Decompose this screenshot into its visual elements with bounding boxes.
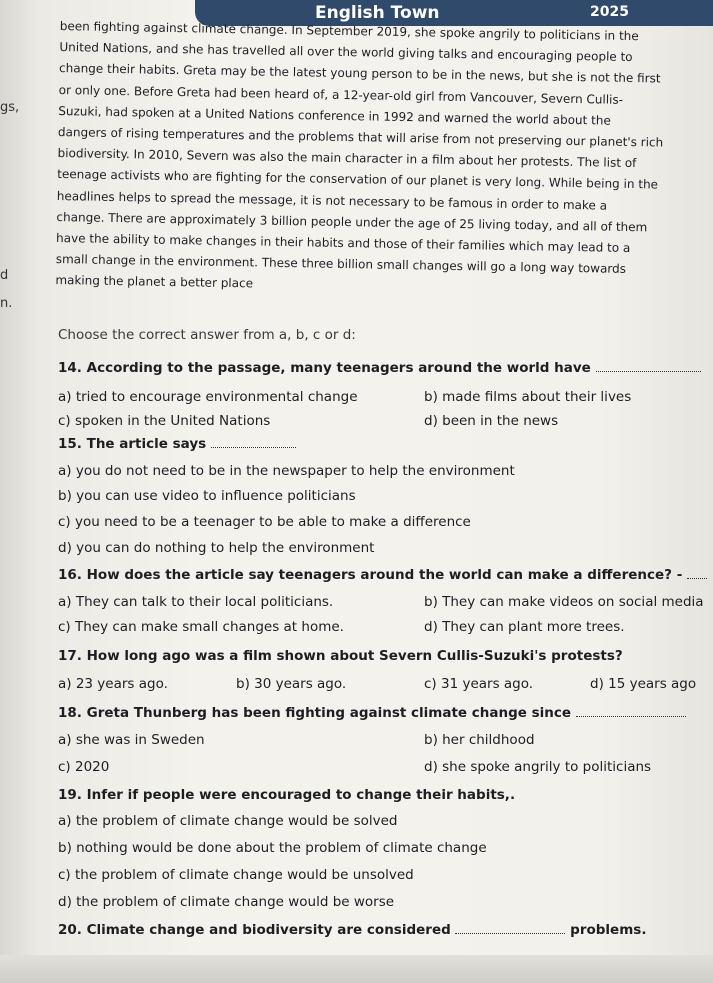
passage-line: making the planet a better place: [55, 273, 254, 291]
passage-line: biodiversity. In 2010, Severn was also the main character in a film about her protests. The list of: [57, 146, 637, 171]
question-text: 17. How long ago was a film shown about Severn Cullis-Suzuki's protests?: [58, 648, 623, 664]
passage-line: have the ability to make changes in their habits and those of their families which may lead to a: [56, 230, 631, 256]
passage-line: dangers of rising temperatures and the problems that will arise from not preserving our planet's rich: [57, 124, 664, 150]
option-c[interactable]: c) the problem of climate change would be unsolved: [58, 867, 414, 883]
option-b[interactable]: b) They can make videos on social media: [424, 594, 704, 610]
passage-line: headlines helps to spread the message, it is not necessary to be famous in order to make a: [56, 188, 608, 213]
option-a[interactable]: a) you do not need to be in the newspaper to help the environment: [58, 463, 515, 479]
option-a[interactable]: a) They can talk to their local politicians.: [58, 594, 334, 610]
option-b[interactable]: b) her childhood: [424, 732, 535, 748]
option-c[interactable]: c) 2020: [58, 759, 110, 775]
answer-blank[interactable]: [211, 437, 296, 448]
option-a[interactable]: a) 23 years ago.: [58, 676, 168, 692]
question-text: 19. Infer if people were encouraged to change their habits,.: [58, 787, 516, 803]
option-d[interactable]: d) 15 years ago: [590, 676, 697, 692]
answer-blank[interactable]: [576, 706, 686, 717]
answer-blank[interactable]: [455, 923, 565, 934]
option-b[interactable]: b) nothing would be done about the problem of climate change: [58, 840, 487, 856]
option-d[interactable]: d) you can do nothing to help the environment: [58, 540, 375, 556]
reading-passage: [55, 16, 690, 303]
question-20: [58, 922, 646, 938]
answer-blank[interactable]: [596, 361, 701, 372]
passage-line: been fighting against climate change. In September 2019, she spoke angrily to politicians in the: [59, 18, 639, 44]
passage-line: Suzuki, had spoken at a United Nations conference in 1992 and warned the world about the: [58, 103, 611, 128]
edge-fragment: gs,: [0, 100, 20, 115]
passage-line: change. There are approximately 3 billion people under the age of 25 living today, and all of them: [56, 209, 648, 235]
option-a[interactable]: a) tried to encourage environmental change: [58, 389, 358, 405]
question-text: 16. How does the article say teenagers around the world can make a difference? -: [58, 567, 683, 583]
option-c[interactable]: c) They can make small changes at home.: [58, 619, 344, 635]
passage-line: change their habits. Greta may be the latest young person to be in the news, but she is not the first: [58, 61, 661, 86]
question-text: 15. The article says: [58, 436, 207, 452]
question-19: [58, 787, 515, 803]
option-a[interactable]: a) she was in Sweden: [58, 732, 205, 748]
question-16: [58, 567, 707, 583]
question-17: [58, 648, 623, 664]
edge-fragment: n.: [0, 296, 13, 311]
option-d[interactable]: d) the problem of climate change would be worse: [58, 894, 395, 910]
header-year: 2025: [590, 4, 629, 20]
question-15: [58, 436, 296, 452]
passage-line: teenage activists who are fighting for the conservation of our planet is very long. While being in the: [57, 167, 659, 192]
option-c[interactable]: c) spoken in the United Nations: [58, 413, 271, 429]
question-14: [58, 360, 701, 376]
question-18: [58, 705, 686, 721]
option-d[interactable]: d) been in the news: [424, 413, 559, 429]
question-text: 20. Climate change and biodiversity are considered: [58, 922, 451, 938]
option-c[interactable]: c) you need to be a teenager to be able to make a difference: [58, 514, 471, 530]
option-b[interactable]: b) you can use video to influence politicians: [58, 488, 356, 504]
instructions: Choose the correct answer from a, b, c or d:: [58, 327, 356, 343]
passage-line: United Nations, and she has travelled all over the world giving talks and encouraging people to: [59, 40, 633, 65]
option-c[interactable]: c) 31 years ago.: [424, 676, 534, 692]
option-b[interactable]: b) made films about their lives: [424, 389, 632, 405]
header-title: English Town: [315, 3, 440, 23]
option-b[interactable]: b) 30 years ago.: [236, 676, 347, 692]
passage-line: or only one. Before Greta had been heard of, a 12-year-old girl from Vancouver, Severn Cullis-: [58, 82, 624, 107]
answer-blank[interactable]: [687, 568, 707, 579]
question-text: 18. Greta Thunberg has been fighting against climate change since: [58, 705, 572, 721]
option-d[interactable]: d) They can plant more trees.: [424, 619, 625, 635]
question-text: 14. According to the passage, many teenagers around the world have: [58, 360, 591, 376]
edge-fragment: d: [0, 268, 9, 283]
page-bottom-shadow: [0, 955, 713, 983]
passage-line: small change in the environment. These three billion small changes will go a long way towards: [55, 252, 627, 277]
option-d[interactable]: d) she spoke angrily to politicians: [424, 759, 652, 775]
question-suffix: problems.: [570, 922, 647, 938]
option-a[interactable]: a) the problem of climate change would be solved: [58, 813, 398, 829]
